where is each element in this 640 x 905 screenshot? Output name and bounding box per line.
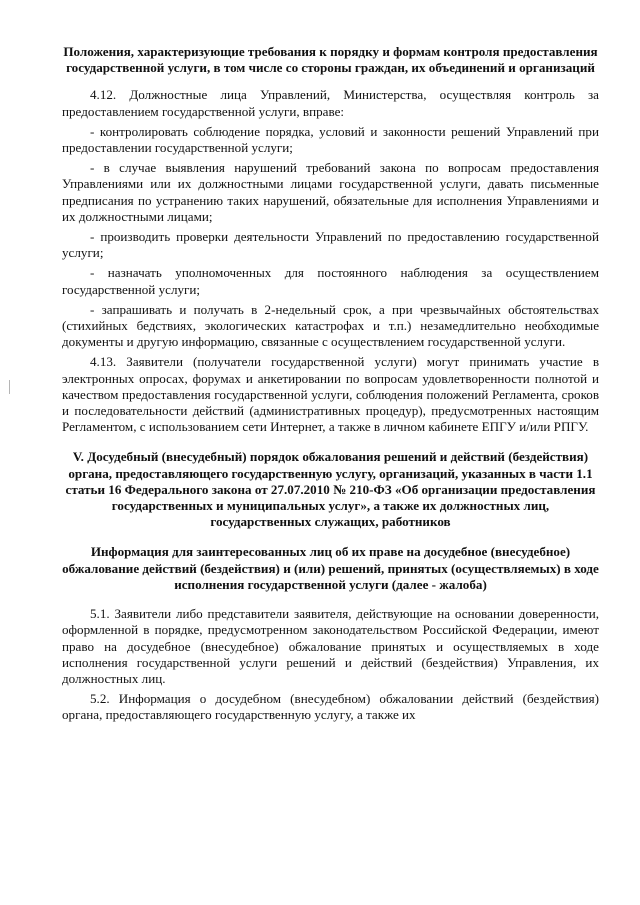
list-item-request-documents: - запрашивать и получать в 2-недельный срок, а при чрезвычайных обстоятельствах (стихийных бедствиях, экологических катастрофах и т.п.) незамедлительно необходимые документы и другую информацию, связанные с осуществлением государственной услуги. [62,301,599,350]
heading-control-provisions: Положения, характеризующие требования к порядку и формам контроля предоставления государственной услуги, в том числе со стороны граждан, их объединений и организаций [63,44,598,76]
paragraph-5-1: 5.1. Заявители либо представители заявителя, действующие на основании доверенности, оформленной в порядке, предусмотренном законодательством Российской Федерации, имеют право на досудебное (внесудебное) обжалование принятых и осуществляемых в ходе исполнения государственной услуги решений и действий (бездействия) Управления, их должностных лиц. [62,606,599,686]
list-item-appoint-observers: - назначать уполномоченных для постоянного наблюдения за осуществлением государственной услуги; [62,265,599,297]
document-page [62,44,599,728]
heading-complaint-info: Информация для заинтересованных лиц об их праве на досудебное (внесудебное) обжалование действий (бездействия) и (или) решений, принятых (осуществляемых) в ходе исполнения государственной услуги (далее - жалоба) [62,544,599,592]
heading-section-5: V. Досудебный (внесудебный) порядок обжалования решений и действий (бездействия) органа, предоставляющего государственную услугу, организаций, указанных в части 1.1 статьи 16 Федерального закона от 27.07.2010 № 210-ФЗ «Об организации предоставления государственных и муниципальных услуг», а также их должностных лиц, государственных служащих, работников [65,449,596,530]
paragraph-4-13: 4.13. Заявители (получатели государственной услуги) могут принимать участие в электронных опросах, форумах и анкетировании по вопросам удовлетворенности полнотой и качеством предоставления государственной услуги, соблюдения положений Регламента, сроков и последовательности действий (административных процедур), предусмотренных настоящим Регламентом, с использованием сети Интернет, а также в личном кабинете ЕПГУ и/или РПГУ. [62,354,599,435]
paragraph-5-2: 5.2. Информация о досудебном (внесудебном) обжаловании действий (бездействия) органа, предоставляющего государственную услугу, а также их [62,691,599,723]
list-item-conduct-inspections: - производить проверки деятельности Управлений по предоставлению государственной услуги; [62,229,599,261]
list-item-control-compliance: - контролировать соблюдение порядка, условий и законности решений Управлений при предоставлении государственной услуги; [62,123,599,156]
margin-mark [9,380,10,394]
paragraph-4-12: 4.12. Должностные лица Управлений, Министерства, осуществляя контроль за предоставлением государственной услуги, вправе: [62,87,599,119]
list-item-issue-orders: - в случае выявления нарушений требований закона по вопросам предоставления Управлениями или их должностными лицами государственной услуги, давать письменные предписания по устранению таких нарушений, обязательные для исполнения Управлениями и их должностными лицами; [62,160,599,224]
